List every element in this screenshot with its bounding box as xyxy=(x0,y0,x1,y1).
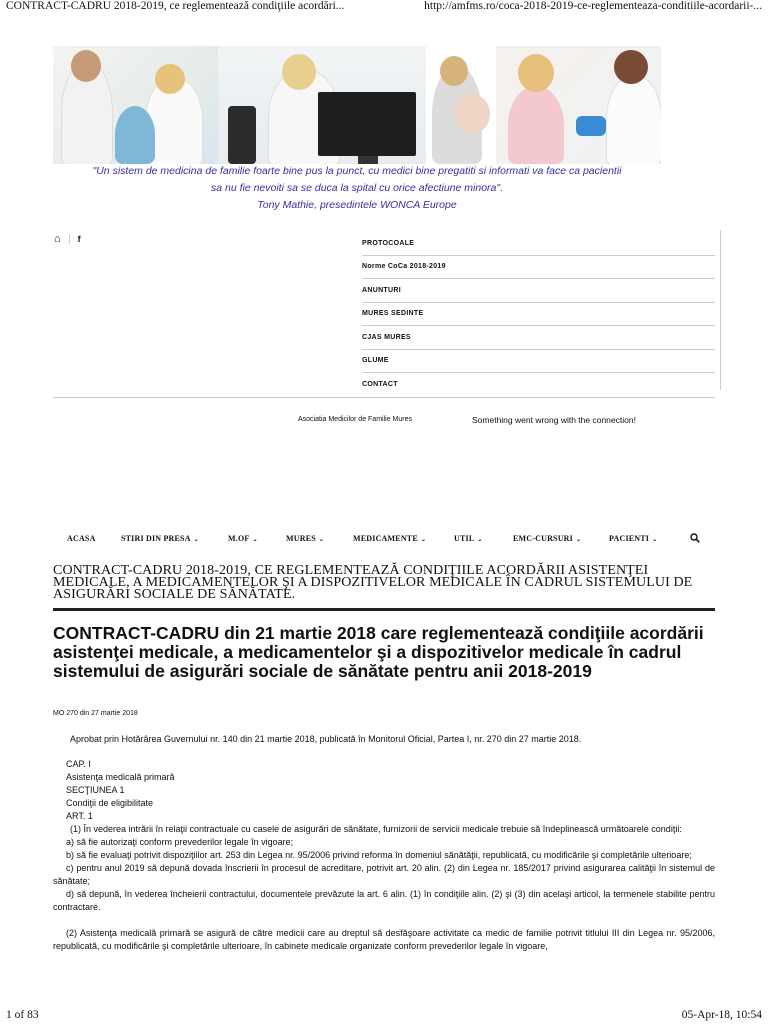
post-title: CONTRACT-CADRU 2018-2019, CE REGLEMENTEAZĂ CONDIŢIILE ACORDĂRII ASISTENŢEI MEDICALE, A MEDICAMENTELOR ŞI A DISPOZITIVELOR MEDICALE ÎN CADRUL SISTEMULUI DE ASIGURĂRI SOCIALE DE SĂNĂTATE. xyxy=(53,563,693,602)
print-header-url: http://amfms.ro/coca-2018-2019-ce-reglementeaza-conditiile-acordarii-... xyxy=(424,0,762,12)
main-nav xyxy=(53,530,715,546)
menu-item-glume[interactable]: GLUME xyxy=(362,350,715,374)
chevron-down-icon: ⌄ xyxy=(575,536,582,543)
nav-item-emc-cursuri[interactable]: EMC-CURSURI ⌄ xyxy=(513,533,582,543)
heading-chapter-title: Asistenţa medicală primară xyxy=(66,772,175,782)
banner-photo-doctor-computer xyxy=(218,46,426,164)
banner-photo-child-vaccination xyxy=(496,46,661,164)
menu-item-anunturi[interactable]: ANUNTURI xyxy=(362,279,715,303)
menu-item-mures-sedinte[interactable]: MURES SEDINTE xyxy=(362,303,715,327)
menu-item-contact[interactable]: CONTACT xyxy=(362,380,398,388)
search-icon[interactable] xyxy=(690,530,700,548)
header-banner xyxy=(53,46,661,164)
heading-section: SECŢIUNEA 1 xyxy=(66,785,125,795)
header-quote xyxy=(53,163,661,214)
social-icons xyxy=(54,233,81,245)
page-number: 1 of 83 xyxy=(6,1009,39,1021)
top-menu xyxy=(362,232,715,396)
article-item: a) să fie autorizaţi conform prevederilor legale în vigoare; xyxy=(66,837,294,847)
approval-note xyxy=(53,733,715,746)
chevron-down-icon: ⌄ xyxy=(652,536,658,543)
menu-divider xyxy=(720,230,721,390)
menu-item-norme-coca[interactable]: Norme CoCa 2018-2019 xyxy=(362,256,715,280)
document-title: CONTRACT-CADRU din 21 martie 2018 care reglementează condiţiile acordării asistenţei medicale, a medicamentelor şi a dispozitivelor medicale în cadrul sistemului de asigurări sociale de sănătate pentru anii 2018-2019 xyxy=(53,623,704,681)
print-header xyxy=(6,0,762,18)
heading-article: ART. 1 xyxy=(66,811,93,821)
divider xyxy=(69,234,70,244)
nav-item-stiri-din-presa[interactable]: STIRI DIN PRESA ⌄ xyxy=(121,533,199,543)
print-header-title: CONTRACT-CADRU 2018-2019, ce reglementează condiţiile acordări... xyxy=(6,0,345,12)
chevron-down-icon: ⌄ xyxy=(477,536,483,543)
association-name[interactable]: Asociatia Medicilor de Familie Mures xyxy=(298,416,412,423)
quote-author: Tony Mathie, presedintele WONCA Europe xyxy=(257,199,457,211)
article-item: c) pentru anul 2019 să depună dovada înscrierii în procesul de acreditare, potrivit art. 20 alin. (2) din Legea nr. 185/2017 privind asigurarea calităţii în sistemul de sănătate; xyxy=(53,863,715,886)
chevron-down-icon: ⌄ xyxy=(420,536,427,543)
menu-item-protocoale[interactable]: PROTOCOALE xyxy=(362,232,715,256)
menu-item-cjas-mures[interactable]: CJAS MURES xyxy=(362,326,715,350)
heading-section-title: Condiţii de eligibilitate xyxy=(66,798,154,808)
article-item: d) să depună, în vederea încheierii contractului, documentele prevăzute la art. 6 alin. (1) în condiţiile alin. (2) şi (3) din acelaşi articol, la termenele stabilite pentru contractare. xyxy=(53,889,715,912)
header-rule xyxy=(53,397,715,398)
print-datetime: 05-Apr-18, 10:54 xyxy=(681,1009,762,1021)
nav-item-mof[interactable]: M.OF ⌄ xyxy=(228,533,258,543)
heading-chapter: CAP. I xyxy=(66,759,91,769)
approval-text: Aprobat prin Hotărârea Guvernului nr. 140 din 21 martie 2018, publicată în Monitorul Oficial, Partea I, nr. 270 din 27 martie 2018. xyxy=(70,734,582,744)
article-paragraph: (1) În vederea intrării în relaţii contractuale cu casele de asigurări de sănătate, furnizorii de servicii medicale trebuie să îndeplinească următoarele condiţii: xyxy=(70,824,682,834)
chevron-down-icon: ⌄ xyxy=(252,536,258,543)
nav-item-util[interactable]: UTIL ⌄ xyxy=(454,533,483,543)
connection-error-message: Something went wrong with the connection! xyxy=(472,415,636,425)
banner-photo-mother-child xyxy=(426,46,496,164)
document-body xyxy=(53,758,715,953)
title-rule xyxy=(53,608,715,611)
article-paragraph: (2) Asistenţa medicală primară se asigură de către medicii care au dreptul să desfăşoare activitate ca medic de familie potrivit titlului III din Legea nr. 95/2006, republicată, cu modificările şi completările ulterioare, în cabinete medicale organizate conform prevederilor legale în vigoare, xyxy=(53,928,715,951)
print-footer xyxy=(6,1009,762,1021)
nav-item-mures[interactable]: MURES ⌄ xyxy=(286,533,325,543)
nav-item-medicamente[interactable]: MEDICAMENTE ⌄ xyxy=(353,533,427,543)
article-item: b) să fie evaluaţi potrivit dispoziţiilor art. 253 din Legea nr. 95/2006 privind reforma în domeniul sănătăţii, republicată, cu modificările şi completările ulterioare; xyxy=(66,850,692,860)
banner-photo-doctors xyxy=(53,46,218,164)
chevron-down-icon: ⌄ xyxy=(318,536,325,543)
quote-line-2: sa nu fie nevoiti sa se duca la spital cu orice afectiune minora". xyxy=(210,182,504,194)
nav-item-acasa[interactable]: ACASA xyxy=(67,533,96,543)
home-icon[interactable]: ⌂ xyxy=(54,233,61,245)
chevron-down-icon: ⌄ xyxy=(193,536,199,543)
quote-line-1: "Un sistem de medicina de familie foarte bine pus la punct, cu medici bine pregatiti si informati va face ca pacientii xyxy=(92,165,622,177)
facebook-icon[interactable]: f xyxy=(77,234,81,244)
nav-item-pacienti[interactable]: PACIENTI ⌄ xyxy=(609,533,658,543)
publication-meta: MO 270 din 27 martie 2018 xyxy=(53,710,138,717)
